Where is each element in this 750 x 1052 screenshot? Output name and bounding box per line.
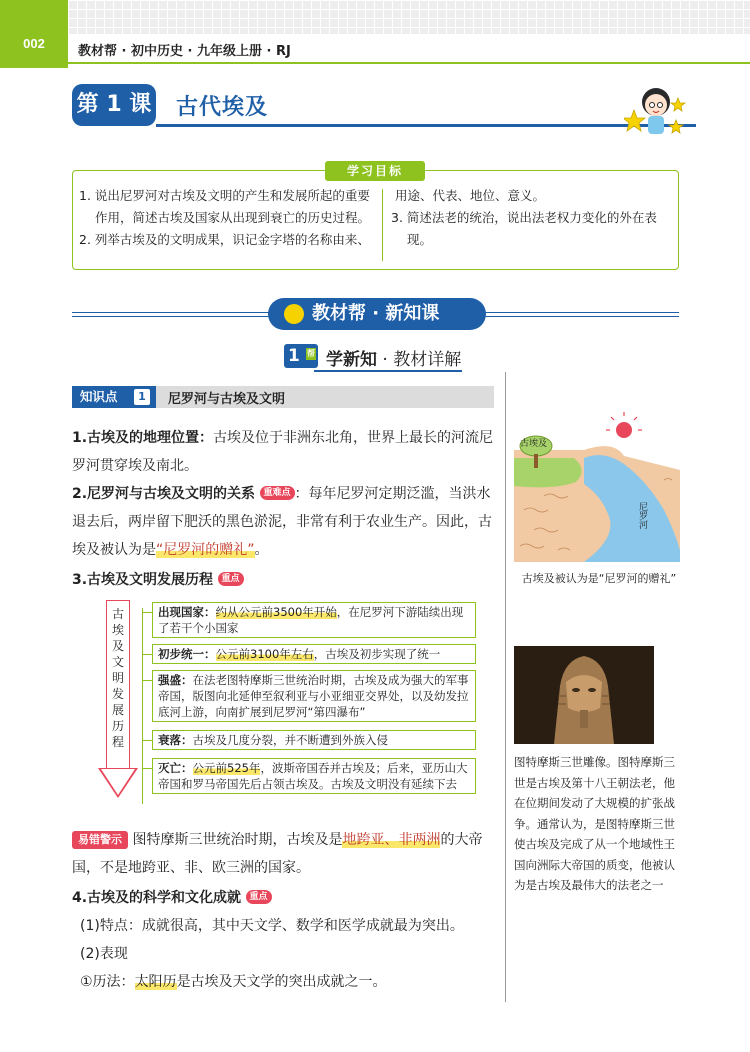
learning-goals-box (72, 164, 679, 270)
highlight-two-continents: 地跨亚、非两洲 (342, 832, 441, 848)
flow-vertical-label: 古埃及文明发展历程 (111, 607, 124, 749)
flow-bracket (142, 608, 152, 804)
lesson-title-bar (72, 84, 632, 128)
key-point-badge: 重点 (218, 572, 244, 586)
nile-illustration (514, 410, 680, 562)
goals-column-right (391, 185, 677, 251)
knowledge-point-number: 1 (134, 389, 150, 405)
knowledge-point-title: 尼罗河与古埃及文明 (168, 392, 286, 407)
goal-item: 1. 说出尼罗河对古埃及文明的产生和发展所起的重要作用，简述古埃及国家从出现到衰亡的历史过程。 (79, 188, 371, 225)
goals-divider (382, 189, 383, 261)
goals-column-left (79, 185, 379, 251)
flow-step: 强盛：在法老图特摩斯三世统治时期，古埃及成为强大的军事帝国，版图向北延伸至叙利亚与小亚细亚交界处，以及幼发拉底河上游，向南扩展到尼罗河“第四瀑布” (152, 670, 476, 722)
header-grid-pattern (68, 0, 750, 34)
lesson-title: 古代埃及 (176, 95, 269, 120)
goal-item: 用途、代表、地位、意义。 (395, 188, 546, 203)
subheading-small-tag: 帮 (307, 349, 315, 358)
development-flow-diagram (96, 598, 496, 816)
breadcrumb: 教材帮 · 初中历史 · 九年级上册 · RJ (78, 44, 291, 59)
subheading-number: 1 帮 (284, 344, 318, 368)
section-banner (268, 298, 486, 330)
down-arrow-icon (100, 600, 136, 812)
map-label-nile: 尼罗河 (637, 502, 647, 529)
paragraph-achievements: 4.古埃及的科学和文化成就 重点 (1)特点：成就很高，其中天文学、数学和医学成就最为突出。 (2)表现 ①历法：太阳历是古埃及天文学的突出成就之一。 (72, 884, 496, 996)
learning-goals-tag: 学习目标 (325, 161, 425, 181)
paragraph-nile-relation: 2.尼罗河与古埃及文明的关系 重难点 ：每年尼罗河定期泛滥，当洪水退去后，两岸留下肥沃的黑色淤泥，非常有利于农业生产。因此，古埃及被认为是“尼罗河的赠礼”。 (72, 486, 492, 558)
map-label-egypt: 古埃及 (520, 439, 548, 449)
goal-item: 2. 列举古埃及的文明成果，识记金字塔的名称由来、 (79, 232, 370, 247)
flow-step: 出现国家：约从公元前3500年开始，在尼罗河下游陆续出现了若干个小国家 (152, 602, 476, 638)
goal-item: 3. 简述法老的统治，说出法老权力变化的外在表现。 (391, 210, 657, 247)
achievement-feature: (1)特点：成就很高，其中天文学、数学和医学成就最为突出。 (80, 918, 464, 934)
lesson-underline (156, 124, 696, 127)
paragraph-geography: 1.古埃及的地理位置：古埃及位于非洲东北角，世界上最长的河流尼罗河贯穿埃及南北。 (72, 430, 494, 474)
highlight-quote: “尼罗河的赠礼” (156, 542, 255, 558)
key-difficulty-badge: 重难点 (260, 486, 295, 500)
sidebar-divider (505, 372, 506, 1002)
common-mistake-note: 易错警示 图特摩斯三世统治时期，古埃及是地跨亚、非两洲的大帝国，不是地跨亚、非、欧三洲的国家。 (72, 832, 483, 876)
page-number-tab (0, 0, 68, 68)
achievement-calendar: ①历法：太阳历是古埃及天文学的突出成就之一。 (80, 974, 387, 990)
paragraph-development-heading: 3.古埃及文明发展历程 重点 (72, 566, 496, 594)
flow-step: 衰落：古埃及几度分裂，并不断遭到外族入侵 (152, 730, 476, 750)
knowledge-point-label: 知识点 1 (72, 386, 156, 408)
knowledge-point-bar (72, 386, 494, 408)
key-point-badge: 重点 (246, 890, 272, 904)
subheading-underline (314, 370, 462, 372)
flow-step: 灭亡：公元前525年，波斯帝国吞并古埃及；后来，亚历山大帝国和罗马帝国先后占领古埃及。古埃及文明没有延续下去 (152, 758, 476, 794)
nile-caption: 古埃及被认为是“尼罗河的赠礼” (521, 572, 677, 585)
subheading-text: 学新知 · 教材详解 (326, 350, 462, 370)
page-header (0, 0, 750, 68)
flow-step: 初步统一：公元前3100年左右，古埃及初步实现了统一 (152, 644, 476, 664)
thutmose-statue-image (514, 646, 654, 744)
girl-mascot-icon (624, 80, 688, 140)
statue-caption: 图特摩斯三世雕像。图特摩斯三世是古埃及第十八王朝法老，他在位期间发动了大规模的扩张战争。通常认为，是图特摩斯三世使古埃及完成了从一个地域性王国向洲际大帝国的质变，他被认为是古埃及最伟大的法老之一 (514, 755, 675, 892)
lesson-badge: 第 1 课 (72, 84, 156, 126)
lightbulb-icon (284, 304, 304, 324)
achievement-expression: (2)表现 (80, 946, 128, 962)
header-divider (68, 62, 750, 64)
section-banner-text: 教材帮 · 新知课 (312, 303, 440, 324)
mistake-warning-badge: 易错警示 (72, 831, 128, 849)
page-number: 002 (23, 36, 45, 51)
